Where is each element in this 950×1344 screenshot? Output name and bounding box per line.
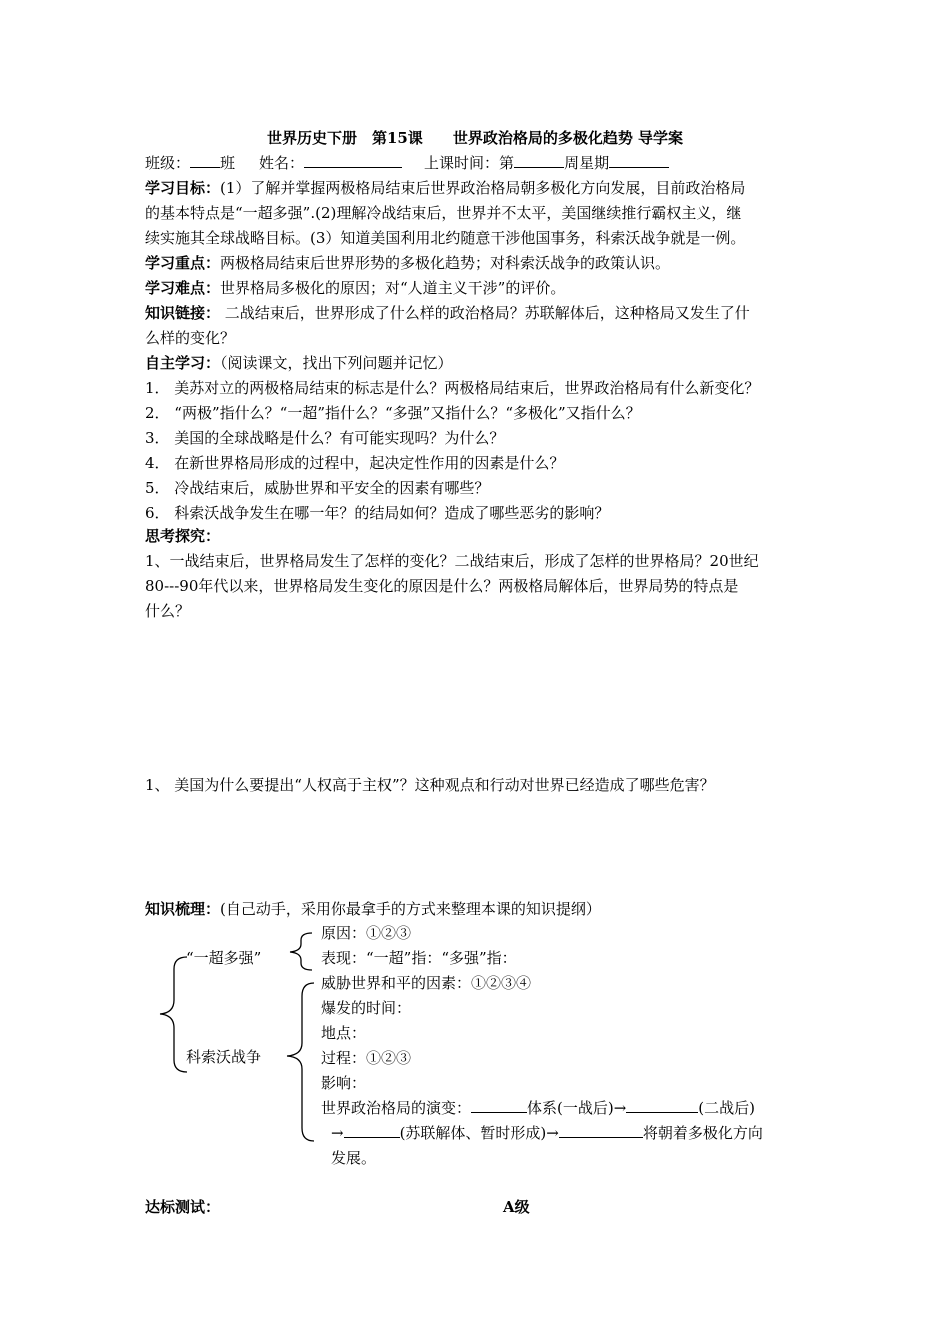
self-study-question: 5． 冷战结束后，威胁世界和平安全的因素有哪些？ [145,479,490,497]
outline-node-kosovo-war: 科索沃战争 [186,1048,262,1066]
evolution-line-1 [321,1096,755,1121]
evolution-part3: (苏联解体、暂时形成)→ [399,1124,559,1142]
knowledge-link-label: 知识链接： [145,304,221,322]
outline-item: 过程：①②③ [321,1049,412,1067]
key-points-text: 两极格局结束后世界形势的多极化趋势；对科索沃战争的政策认识。 [220,254,671,272]
main-brace [160,957,187,1072]
evolution-part1: 体系(一战后)→ [527,1099,627,1117]
evolution-line-2 [331,1121,763,1146]
outline-item: 爆发的时间： [321,999,412,1017]
evolution-prefix: 世界政治格局的演变： [321,1099,472,1117]
page-title: 世界历史下册 第15课 世界政治格局的多极化趋势 导学案 [266,129,684,147]
self-study-note: （阅读课文，找出下列问题并记忆） [220,354,453,372]
week-label: 周星期 [564,154,610,172]
evolution-line-3: 发展。 [331,1149,377,1167]
evolution-arrow: → [331,1124,344,1142]
test-label: 达标测试： [145,1198,221,1216]
outline-item: 原因：①②③ [321,924,412,942]
class-label: 班级： [145,154,191,172]
class-suffix: 班 [220,154,236,172]
goals-line-2: 的基本特点是“一超多强”.(2)理解冷战结束后，世界并不太平，美国继续推行霸权主义，继 [145,204,742,222]
difficulties-text: 世界格局多极化的原因；对“人道主义干涉”的评价。 [220,279,566,297]
evolution-part2: (二战后) [698,1099,756,1117]
test-level: A级 [503,1198,530,1216]
explore-q1-line-1: 1、一战结束后，世界格局发生了怎样的变化？二战结束后，形成了怎样的世界格局？20世纪 [145,552,759,570]
explore-label: 思考探究： [145,527,221,545]
name-label: 姓名： [259,154,305,172]
node1-brace [290,933,312,970]
outline-item: 表现：“一超”指：“多强”指： [321,949,517,967]
evolution-blank-1[interactable] [471,1096,527,1113]
node2-brace [287,983,314,1141]
summary-label: 知识梳理： [145,900,221,918]
time-label: 上课时间：第 [424,154,515,172]
key-points-label: 学习重点： [145,254,221,272]
self-study-question: 3． 美国的全球战略是什么？有可能实现吗？为什么？ [145,429,505,447]
goals-line-3: 续实施其全球战略目标。(3）知道美国利用北约随意干涉他国事务，科索沃战争就是一例。 [145,229,746,247]
outline-node-superpower: “一超多强” [186,949,262,967]
self-study-question: 6． 科索沃战争发生在哪一年？的结局如何？造成了哪些恶劣的影响？ [145,504,610,522]
outline-item: 地点： [321,1024,367,1042]
knowledge-link-text: 二战结束后，世界形成了什么样的政治格局？苏联解体后，这种格局又发生了什 [220,304,750,322]
explore-q2: 1、 美国为什么要提出“人权高于主权”？这种观点和行动对世界已经造成了哪些危害？ [145,776,715,794]
evolution-part4: 将朝着多极化方向 [642,1124,763,1142]
explore-q1-line-3: 什么？ [145,602,191,620]
self-study-question: 1． 美苏对立的两极格局结束的标志是什么？两极格局结束后，世界政治格局有什么新变化？ [145,379,760,397]
summary-note: (自己动手，采用你最拿手的方式来整理本课的知识提纲） [220,900,601,918]
goals-label: 学习目标： [145,179,221,197]
evolution-blank-4[interactable] [559,1121,643,1138]
outline-item: 威胁世界和平的因素：①②③④ [321,974,532,992]
goals-text: (1）了解并掌握两极格局结束后世界政治格局朝多极化方向发展，目前政治格局 [220,179,746,197]
self-study-question: 4． 在新世界格局形成的过程中，起决定性作用的因素是什么？ [145,454,565,472]
self-study-label: 自主学习： [145,354,221,372]
difficulties-label: 学习难点： [145,279,221,297]
explore-q1-line-2: 80---90年代以来，世界格局发生变化的原因是什么？两极格局解体后，世界局势的特点是 [145,577,739,595]
evolution-blank-2[interactable] [626,1096,698,1113]
outline-item: 影响： [321,1074,367,1092]
knowledge-link-line-2: 么样的变化？ [145,329,236,347]
self-study-question: 2． “两极”指什么？“一超”指什么？“多强”又指什么？“多极化”又指什么？ [145,404,641,422]
evolution-blank-3[interactable] [344,1121,400,1138]
